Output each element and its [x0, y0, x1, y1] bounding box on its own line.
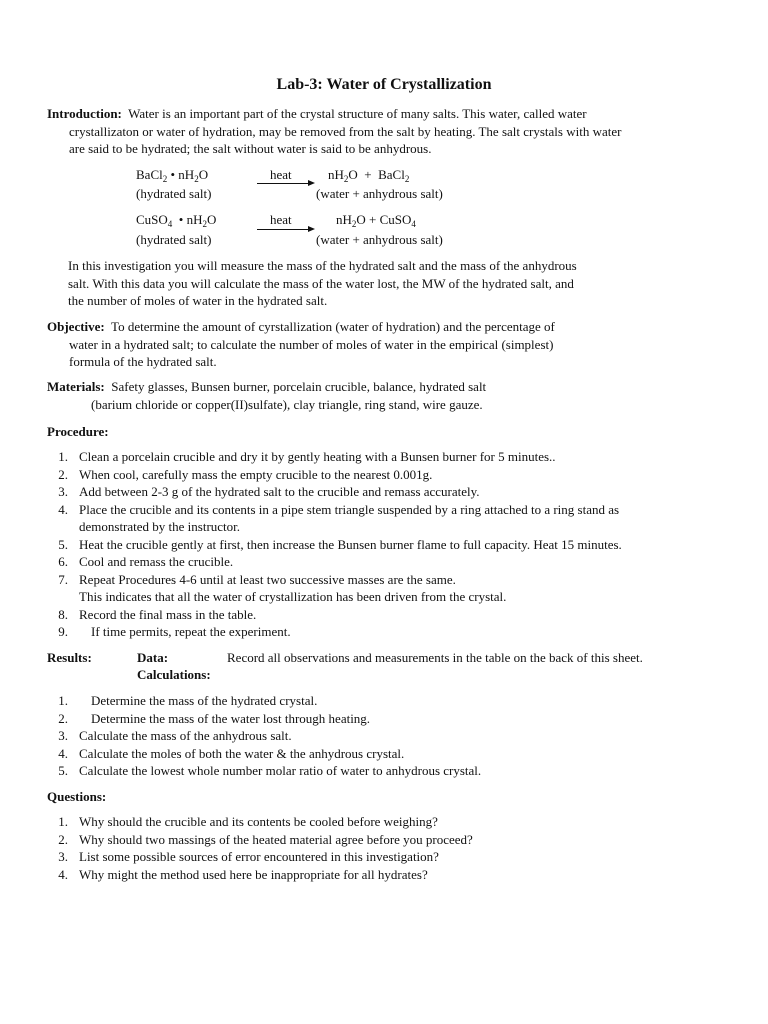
- calculation-item-text: Calculate the lowest whole number molar ratio of water to anhydrous crystal.: [79, 763, 482, 778]
- procedure-step-text: Repeat Procedures 4-6 until at least two successive masses are the same.: [79, 571, 456, 587]
- objective-label: Objective:: [47, 319, 105, 334]
- introduction-paragraph-2: In this investigation you will measure the mass of the hydrated salt and the mass of the anhydrous salt. With this data you will calculate the mass of the water lost, the MW of the hydrated salt, and the number of moles of water in the hydrated salt.: [68, 258, 577, 308]
- procedure-step-text: Record the final mass in the table.: [79, 606, 257, 622]
- calculation-item-number: 5.: [58, 763, 68, 778]
- data-text: Record all observations and measurements in the table on the back of this sheet.: [227, 650, 643, 665]
- procedure-step: [0, 553, 768, 571]
- introduction-section: [47, 105, 747, 158]
- equation-1-left-note: (hydrated salt): [136, 186, 212, 201]
- question-item-number: 3.: [58, 849, 68, 864]
- procedure-step-continuation: demonstrated by the instructor.: [79, 519, 241, 534]
- introduction-label: Introduction:: [47, 106, 122, 121]
- procedure-step-number: 4.: [58, 501, 68, 517]
- question-item: [0, 831, 768, 849]
- calculation-item: [0, 745, 768, 763]
- materials-label: Materials:: [47, 379, 105, 394]
- calculation-item-number: 3.: [58, 728, 68, 743]
- procedure-step-text: Add between 2-3 g of the hydrated salt to the crucible and remass accurately.: [79, 484, 480, 499]
- introduction-line-2: crystallizaton or water of hydration, may be removed from the salt by heating. The salt crystals with water: [69, 123, 622, 139]
- calculation-item-number: 2.: [58, 710, 68, 726]
- procedure-step-number: 2.: [58, 466, 68, 482]
- results-label: Results:: [47, 650, 92, 665]
- procedure-step-text: Place the crucible and its contents in a pipe stem triangle suspended by a ring attached to a ring stand as: [79, 501, 620, 517]
- question-item-number: 4.: [58, 866, 68, 882]
- calculation-item: [0, 710, 768, 728]
- procedure-step: [0, 623, 768, 641]
- procedure-step: [0, 606, 768, 624]
- calculation-item-text: Determine the mass of the hydrated crystal.: [91, 693, 318, 708]
- objective-section: Objective: To determine the amount of cyrstallization (water of hydration) and the percentage of water in a hydrated salt; to calculate the number of moles of water in the empirical (simplest) formula of the hydrated salt.: [47, 319, 555, 369]
- equation-2-right: $nH_2O$ + CuSO$_4$: [336, 212, 416, 229]
- procedure-step-number: 1.: [58, 449, 68, 464]
- calculation-item-text: Calculate the mass of the anhydrous salt.: [79, 728, 292, 743]
- equation-2-left: CuSO$_4$ • $nH_2O$: [136, 212, 217, 229]
- calculation-item: [0, 762, 768, 780]
- procedure-step: [0, 571, 768, 589]
- introduction-line-3: are said to be hydrated; the salt without water is said to be anhydrous.: [69, 141, 432, 156]
- procedure-step-number: 9.: [58, 624, 68, 639]
- calculation-item: [0, 692, 768, 710]
- procedure-step-continuation: This indicates that all the water of crystallization has been driven from the crystal.: [79, 589, 507, 604]
- equation-1-arrow-head: [308, 180, 315, 186]
- question-item-text: Why should the crucible and its contents be cooled before weighing?: [79, 814, 438, 829]
- equation-2-right-note: (water + anhydrous salt): [316, 232, 443, 247]
- page-title: Lab-3: Water of Crystallization: [276, 76, 492, 93]
- procedure-step-text: Cool and remass the crucible.: [79, 554, 234, 569]
- question-item: [0, 848, 768, 866]
- equation-1-right-note: (water + anhydrous salt): [316, 186, 443, 201]
- procedure-step: [0, 483, 768, 501]
- calculations-label: Calculations:: [137, 667, 211, 682]
- questions-label: Questions:: [47, 789, 107, 804]
- calculation-item-text: Calculate the moles of both the water & the anhydrous crystal.: [79, 745, 405, 761]
- equation-2-arrow: [257, 229, 309, 230]
- materials-section: Materials: Safety glasses, Bunsen burner, porcelain crucible, balance, hydrated salt (barium chloride or copper(II)sulfate), clay triangle, ring stand, wire gauze.: [47, 379, 487, 412]
- equation-2-left-note: (hydrated salt): [136, 232, 212, 247]
- procedure-step-text: When cool, carefully mass the empty crucible to the nearest 0.001g.: [79, 466, 433, 482]
- calculation-item-text: Determine the mass of the water lost through heating.: [91, 710, 371, 726]
- calculation-item-number: 4.: [58, 745, 68, 761]
- data-label: Data:: [137, 650, 169, 665]
- equation-1-right: $nH_2O$ + BaCl$_2$: [328, 167, 410, 184]
- procedure-step: [0, 536, 768, 554]
- procedure-step-number: 3.: [58, 484, 68, 499]
- equation-1-arrow: [257, 183, 309, 184]
- procedure-step: [0, 448, 768, 466]
- question-item-number: 1.: [58, 814, 68, 829]
- procedure-step-number: 6.: [58, 554, 68, 569]
- question-item-text: Why might the method used here be inappropriate for all hydrates?: [79, 866, 428, 882]
- question-item-number: 2.: [58, 831, 68, 847]
- procedure-step-number: 7.: [58, 571, 68, 587]
- calculation-item-number: 1.: [58, 693, 68, 708]
- procedure-label: Procedure:: [47, 424, 109, 439]
- procedure-step: [0, 466, 768, 484]
- procedure-step-text: Clean a porcelain crucible and dry it by gently heating with a Bunsen burner for 5 minutes..: [79, 449, 556, 464]
- introduction-line-1: Introduction: Water is an important part of the crystal structure of many salts. This water, called water: [47, 106, 587, 121]
- equation-2-arrow-label: heat: [270, 212, 292, 227]
- equation-1-left: BaCl$_2$ • $nH_2O$: [136, 167, 209, 184]
- equation-2-arrow-head: [308, 226, 315, 232]
- procedure-step-text: If time permits, repeat the experiment.: [91, 624, 291, 639]
- calculation-item: [0, 727, 768, 745]
- procedure-step: [0, 501, 768, 519]
- procedure-step-text: Heat the crucible gently at first, then increase the Bunsen burner flame to full capacity. Heat 15 minutes.: [79, 536, 622, 552]
- procedure-step-number: 8.: [58, 606, 68, 622]
- question-item-text: List some possible sources of error encountered in this investigation?: [79, 849, 439, 864]
- procedure-step-number: 5.: [58, 536, 68, 552]
- equation-1-arrow-label: heat: [270, 167, 292, 182]
- question-item: [0, 813, 768, 831]
- question-item: [0, 866, 768, 884]
- question-item-text: Why should two massings of the heated material agree before you proceed?: [79, 831, 473, 847]
